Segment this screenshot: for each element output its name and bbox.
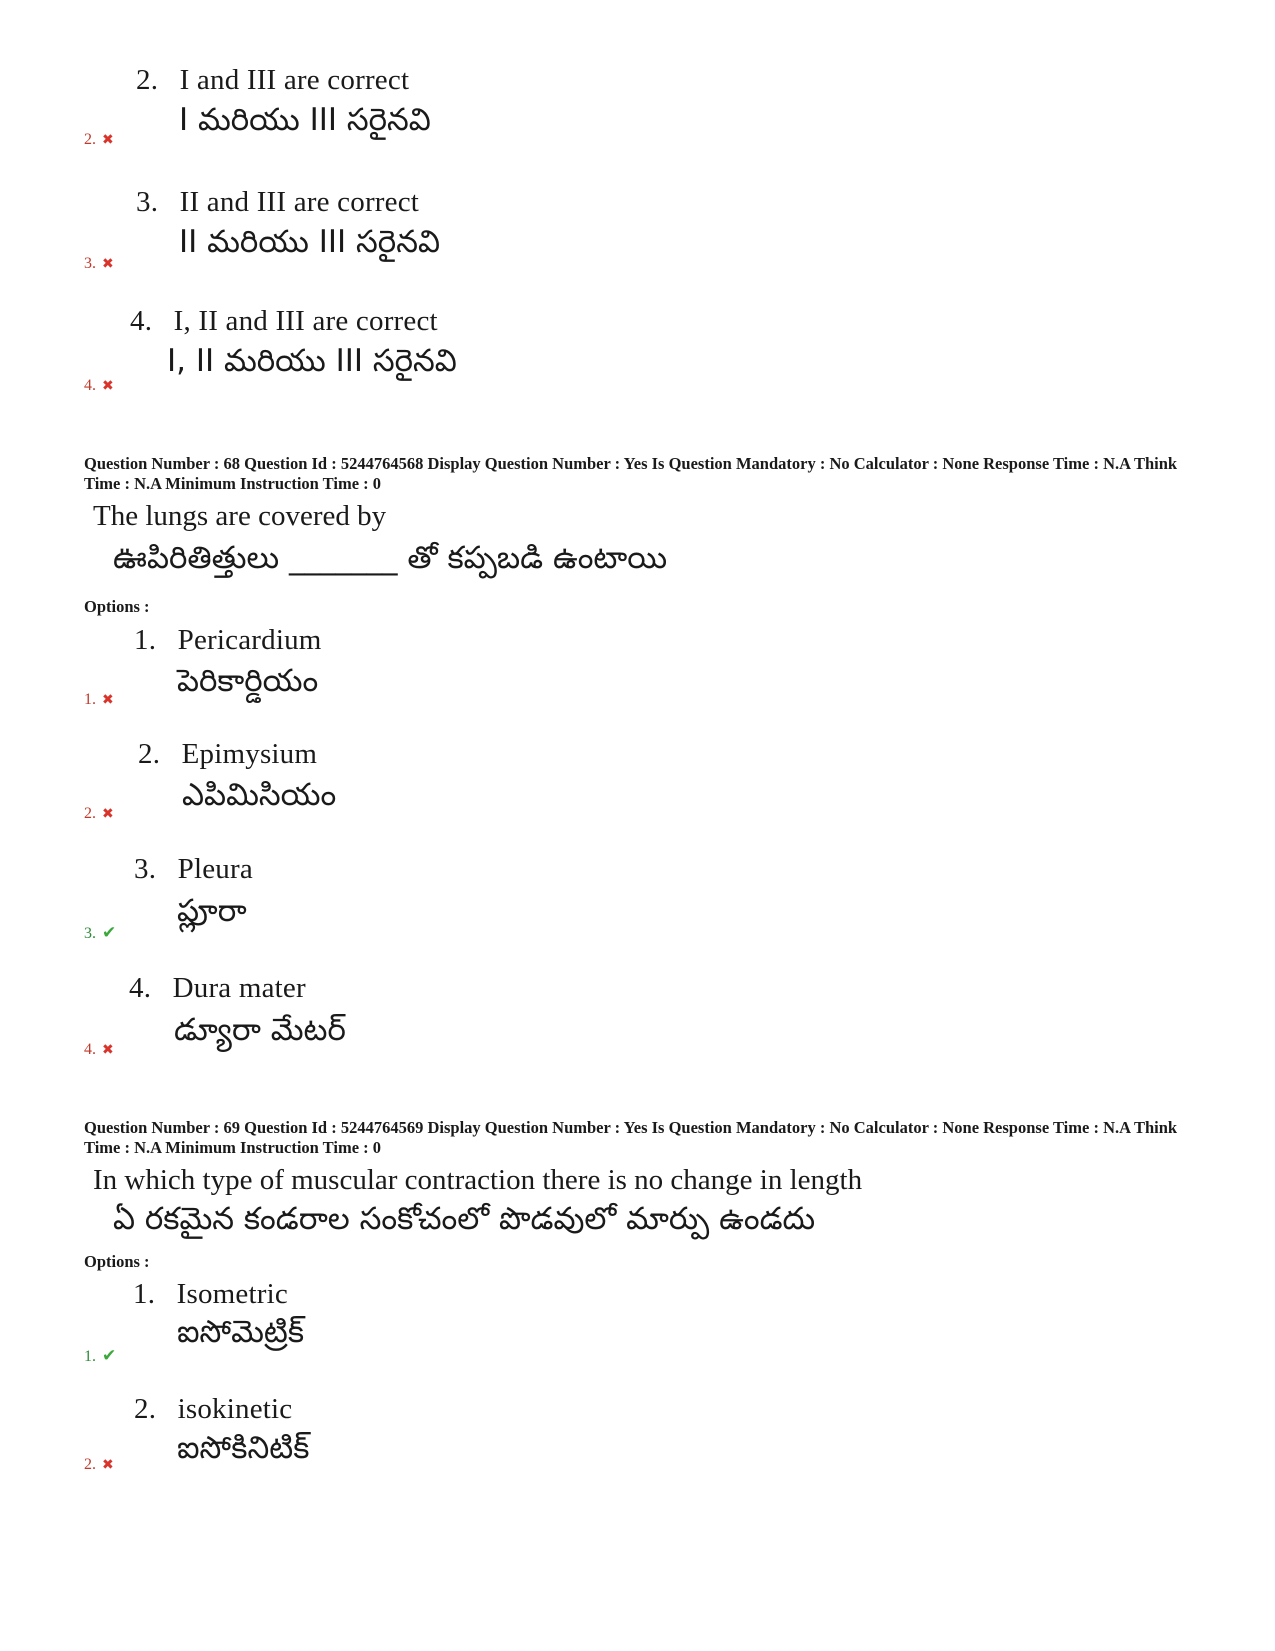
- question-69-text-te: ఏ రకమైన కండరాల సంకోచంలో పొడవులో మార్పు ఉండదు: [113, 1201, 816, 1237]
- mark-number: 4.: [84, 377, 96, 394]
- option-text-te: I, II మరియు III సరైనవి: [167, 343, 457, 379]
- wrong-icon: ✖: [102, 692, 114, 708]
- option-number: 1.: [133, 1278, 156, 1310]
- q68-option-4: [129, 972, 306, 1005]
- option-text-en: isokinetic: [177, 1393, 293, 1425]
- option-text-en: Dura mater: [172, 972, 306, 1004]
- q68-option-2: [138, 738, 317, 771]
- mark-number: 2.: [84, 1456, 96, 1473]
- option-mark: [84, 805, 114, 823]
- option-text-te: డ్యూరా మేటర్: [174, 1012, 346, 1048]
- mark-number: 1.: [84, 691, 96, 708]
- q68-option-3: [134, 853, 253, 886]
- option-number: 4.: [129, 972, 152, 1004]
- option-mark: [84, 1456, 114, 1474]
- option-text-en: Pleura: [177, 853, 253, 885]
- question-68-text-te: ఊపిరితిత్తులు _______ తో కప్పబడి ఉంటాయి: [113, 540, 668, 576]
- option-text-en: I, II and III are correct: [173, 305, 438, 337]
- option-text-en: Epimysium: [181, 738, 318, 770]
- mark-number: 2.: [84, 805, 96, 822]
- option-text-en: Pericardium: [177, 624, 322, 656]
- wrong-icon: ✖: [102, 806, 114, 822]
- wrong-icon: ✖: [102, 1042, 114, 1058]
- q68-option-1: [134, 624, 322, 657]
- option-number: 4.: [130, 305, 153, 337]
- option-mark: [84, 1041, 114, 1059]
- prev-option-4: [130, 305, 438, 338]
- mark-number: 1.: [84, 1348, 96, 1365]
- option-number: 2.: [134, 1393, 157, 1425]
- option-number: 2.: [138, 738, 161, 770]
- option-text-en: II and III are correct: [179, 186, 420, 218]
- wrong-icon: ✖: [102, 256, 114, 272]
- q69-option-1: [133, 1278, 288, 1311]
- option-number: 2.: [136, 64, 159, 96]
- mark-number: 4.: [84, 1041, 96, 1058]
- option-mark: [84, 377, 114, 395]
- question-69-meta: Question Number : 69 Question Id : 5244764569 Display Question Number : Yes Is Question Mandatory : No Calculator : None Response Time : N.A Think Time : N.A Minimum Instruction Time : 0: [84, 1118, 1178, 1157]
- option-text-te: I మరియు III సరైనవి: [179, 102, 431, 138]
- prev-option-3: [136, 186, 419, 219]
- option-mark: [84, 131, 114, 149]
- option-mark: [84, 923, 116, 943]
- option-text-en: I and III are correct: [179, 64, 410, 96]
- check-icon: ✔: [102, 923, 117, 943]
- option-text-en: Isometric: [176, 1278, 288, 1310]
- check-icon: ✔: [102, 1346, 117, 1366]
- option-number: 3.: [136, 186, 159, 218]
- option-mark: [84, 255, 114, 273]
- mark-number: 2.: [84, 131, 96, 148]
- question-69-text-en: In which type of muscular contraction there is no change in length: [93, 1164, 863, 1196]
- option-number: 1.: [134, 624, 157, 656]
- question-68-text-en: The lungs are covered by: [93, 500, 387, 532]
- question-68-meta: Question Number : 68 Question Id : 5244764568 Display Question Number : Yes Is Question Mandatory : No Calculator : None Response Time : N.A Think Time : N.A Minimum Instruction Time : 0: [84, 454, 1178, 493]
- prev-option-2: [136, 64, 409, 97]
- wrong-icon: ✖: [102, 1457, 114, 1473]
- option-number: 3.: [134, 853, 157, 885]
- q69-option-2: [134, 1393, 292, 1426]
- option-mark: [84, 1346, 116, 1366]
- option-text-te: ఐసోమెట్రిక్: [177, 1314, 305, 1350]
- options-label: Options :: [84, 1252, 150, 1271]
- wrong-icon: ✖: [102, 378, 114, 394]
- option-text-te: ప్లూరా: [177, 893, 247, 929]
- option-text-te: ఎపిమిసియం: [182, 777, 337, 813]
- mark-number: 3.: [84, 925, 96, 942]
- wrong-icon: ✖: [102, 132, 114, 148]
- options-label: Options :: [84, 597, 150, 616]
- option-text-te: పెరికార్డియం: [177, 663, 319, 699]
- option-mark: [84, 691, 114, 709]
- option-text-te: II మరియు III సరైనవి: [179, 224, 440, 260]
- mark-number: 3.: [84, 255, 96, 272]
- option-text-te: ఐసోకినిటిక్: [177, 1430, 310, 1466]
